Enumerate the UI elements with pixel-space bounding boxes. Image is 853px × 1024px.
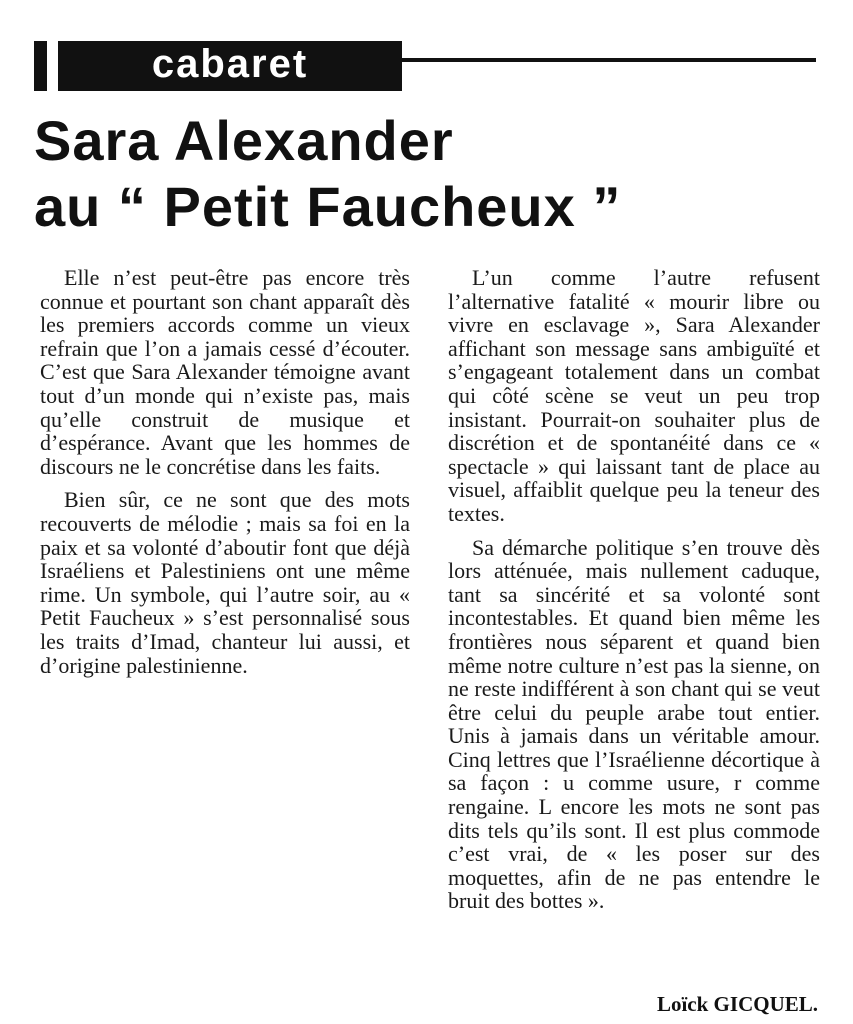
paragraph: Sa démarche politique s’en trouve dès lors atténuée, mais nullement caduque, tant sa sincérité et sa volonté sont incontestables. Et quand bien même les frontières nous séparent et quand bien même notre culture n’est pas la sienne, on ne reste indifférent à son chant qui se veut être celui du peuple arabe tout entier. Unis à jamais dans un véritable amour. Cinq lettres que l’Israélienne décortique à sa façon : u comme usure, r comme rengaine. L encore les mots ne sont pas dits tels qu’ils sont. Il est plus commode c’est vrai, de « les poser sur des moquettes, afin de ne pas entendre le bruit des bottes ». xyxy=(448,534,820,914)
paragraph: L’un comme l’autre refusent l’alternative fatalité « mourir libre ou vivre en esclavage », Sara Alexander affichant son message sans ambiguïté et s’engageant totalement dans un combat qui côté scène se veut un peu trop insistant. Pourrait-on souhaiter plus de discrétion et de spontanéité dans ce « spectacle » qui laissant tant de place au visuel, affaiblit quelque peu la teneur des textes. xyxy=(448,265,820,526)
article-title-line-2: au “ Petit Faucheux ” xyxy=(34,175,622,238)
article-title xyxy=(34,108,834,240)
rubric-label: cabaret xyxy=(151,42,309,86)
rubric-banner xyxy=(58,41,402,91)
article-column-left xyxy=(40,266,410,687)
author-signature: Loïck GICQUEL. xyxy=(656,992,818,1016)
article-title-line-1: Sara Alexander xyxy=(34,109,454,172)
rubric-rule xyxy=(402,58,816,62)
rubric-left-bar xyxy=(34,41,47,91)
article-column-right xyxy=(448,266,820,923)
paragraph: Elle n’est peut-être pas encore très connue et pourtant son chant apparaît dès les premiers accords comme un vieux refrain que l’on a jamais cessé d’écouter. C’est que Sara Alexander témoigne avant tout d’un monde qui n’existe pas, mais qu’elle construit de musique et d’espérance. Avant que les hommes de discours ne le concrétise dans les faits. xyxy=(40,265,410,479)
paragraph: Bien sûr, ce ne sont que des mots recouverts de mélodie ; mais sa foi en la paix et sa volonté d’aboutir font que déjà Israéliens et Palestiniens ont une même rime. Un symbole, qui l’autre soir, au « Petit Faucheux » s’est personnalisé sous les traits d’Imad, chanteur lui aussi, et d’origine palestinienne. xyxy=(40,487,410,678)
